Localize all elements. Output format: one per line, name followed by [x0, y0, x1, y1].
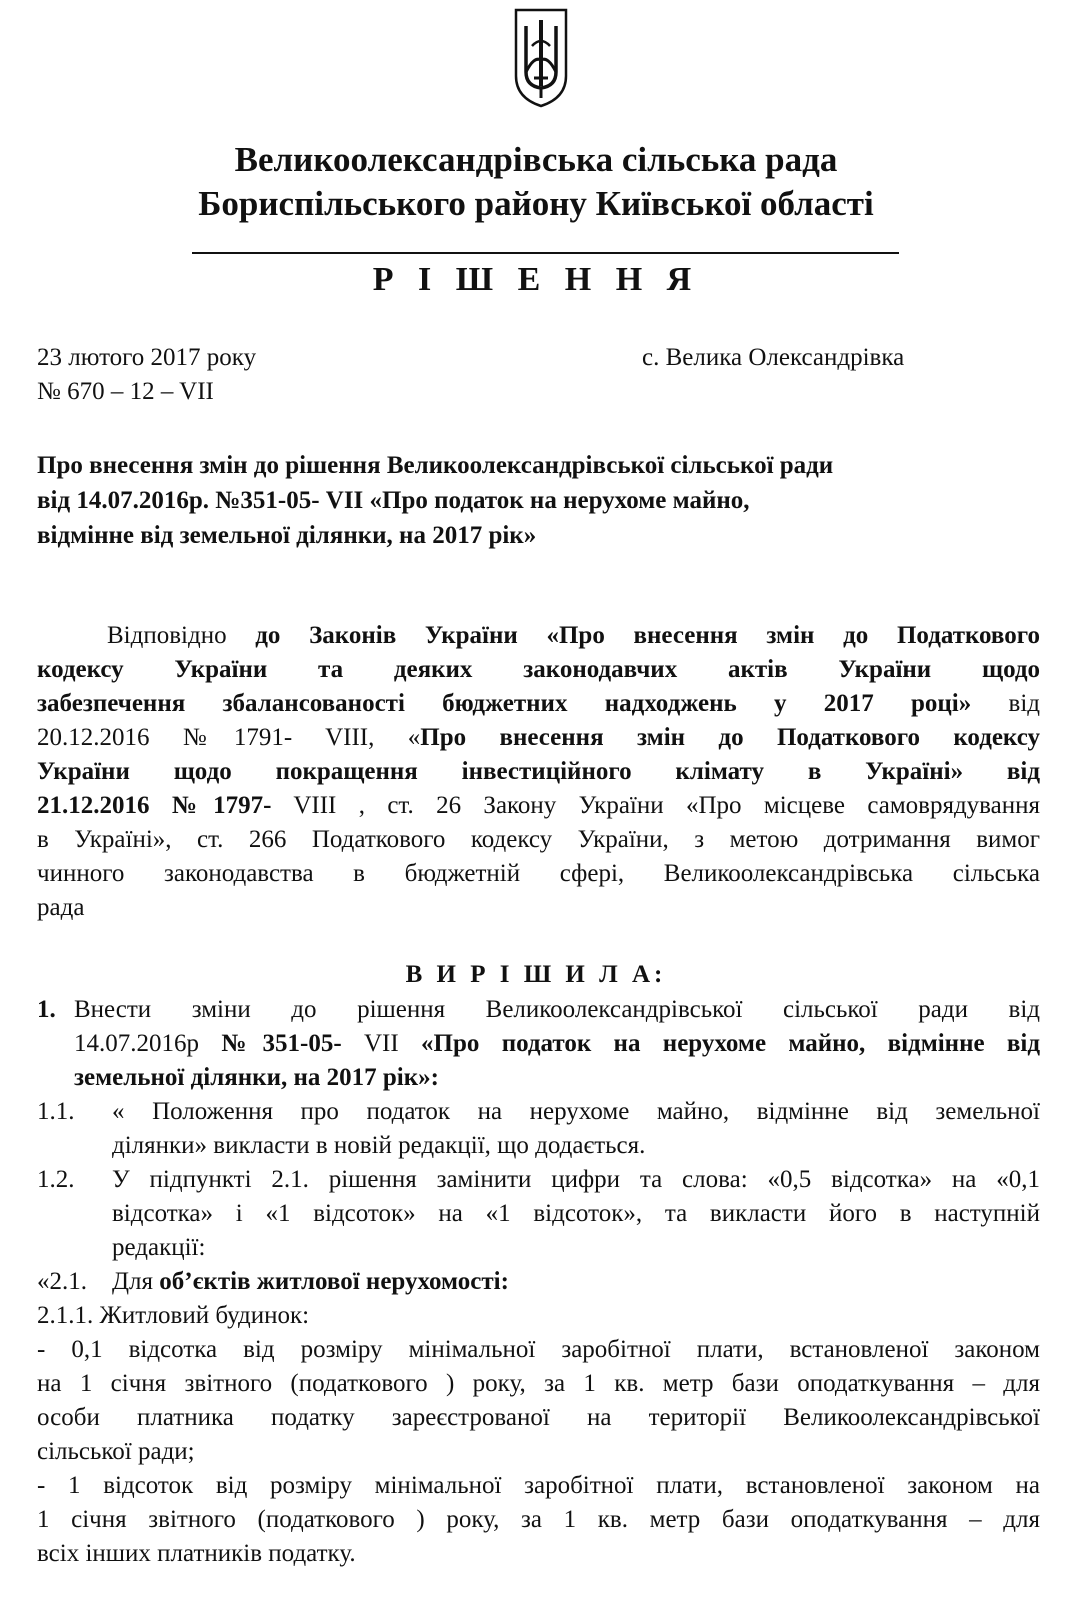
- trident-coat-of-arms-icon: [512, 6, 570, 110]
- item-1-1-line-2: ділянки» викласти в новій редакції, що додається.: [112, 1132, 646, 1159]
- rate-2-line-1: - 1 відсоток від розміру мінімальної заробітної плати, встановленої законом на: [37, 1472, 1040, 1499]
- rate-1-line-2: на 1 січня звітного (податкового ) року, за 1 кв. метр бази оподаткування – для: [37, 1370, 1040, 1397]
- decision-subject: [37, 448, 833, 553]
- item-bold-text: земельної ділянки, на 2017 рік»:: [74, 1064, 439, 1091]
- resolution-items: [37, 993, 1040, 1571]
- item-number: «2.1.: [37, 1268, 87, 1295]
- preamble-bold-text: до Законів України «Про внесення змін до Податкового: [255, 622, 1040, 649]
- preamble-bold-text: кодексу України та деяких законодавчих актів України щодо: [37, 656, 1040, 683]
- rate-paragraph-2: [37, 1469, 1040, 1571]
- preamble-line-3: [37, 687, 1040, 721]
- preamble-text: VIII , ст. 26 Закону України «Про місцеве самоврядування: [271, 792, 1041, 819]
- item-text: Для: [112, 1268, 160, 1295]
- item-1-2: [37, 1163, 1040, 1265]
- decision-place: с. Велика Олександрівка: [642, 344, 905, 371]
- item-text: 14.07.2016р: [74, 1030, 222, 1057]
- item-1-line-3: [74, 1061, 1040, 1095]
- preamble-bold-text: 21.12.2016 №1797-: [37, 792, 272, 819]
- preamble-line-6: [37, 789, 1040, 823]
- item-1: [37, 993, 1040, 1095]
- preamble-line-5: [37, 755, 1040, 789]
- preamble: [37, 619, 1040, 925]
- item-1-1: [37, 1095, 1040, 1163]
- item-1-2-line-3: редакції:: [112, 1234, 206, 1261]
- item-2-1-1: 2.1.1. Житловий будинок:: [37, 1302, 310, 1329]
- item-1-line-2: [74, 1027, 1040, 1061]
- item-bold-text: «Про податок на нерухоме майно, відмінне від: [421, 1030, 1040, 1057]
- decision-title: Р І Ш Е Н Н Я: [372, 261, 700, 298]
- item-1-2-line-1: У підпункті 2.1. рішення замінити цифри та слова: «0,5 відсотка» на «0,1: [112, 1166, 1040, 1193]
- resolved-title: В И Р І Ш И Л А:: [405, 961, 667, 988]
- preamble-line-9: рада: [37, 894, 85, 921]
- decision-date: 23 лютого 2017 року: [37, 344, 257, 371]
- subject-line-2: від 14.07.2016р. №351-05- VII «Про податок на нерухоме майно,: [37, 487, 750, 514]
- preamble-text: 20.12.2016 №1791- VIII, «: [37, 724, 421, 751]
- rate-1-line-4: сільської ради;: [37, 1438, 195, 1465]
- subject-line-3: відмінне від земельної ділянки, на 2017 рік»: [37, 522, 537, 549]
- item-number: 1.1.: [37, 1098, 75, 1125]
- item-1-line-1: Внести зміни до рішення Великоолександрівської сільської ради від: [74, 996, 1040, 1023]
- preamble-bold-text: Про внесення змін до Податкового кодексу: [420, 724, 1040, 751]
- preamble-line-2: [37, 653, 1040, 687]
- preamble-text: від: [971, 690, 1040, 717]
- item-2-1: [37, 1265, 1040, 1299]
- preamble-text: Відповідно: [107, 622, 256, 649]
- preamble-bold-text: забезпечення збалансованості бюджетних надходжень у 2017 році»: [37, 690, 972, 717]
- header-divider: [192, 252, 899, 254]
- item-bold-text: об’єктів житлової нерухомості:: [159, 1268, 509, 1295]
- preamble-line-4: [37, 721, 1040, 755]
- council-name: [0, 138, 1072, 226]
- preamble-line-7: в Україні», ст. 266 Податкового кодексу України, з метою дотримання вимог: [37, 826, 1040, 853]
- decision-number: № 670 – 12 – VII: [37, 378, 214, 405]
- item-text: VII: [341, 1030, 422, 1057]
- item-1-2-line-2: відсотка» і «1 відсоток» на «1 відсоток», та викласти його в наступній: [112, 1200, 1040, 1227]
- item-1-1-line-1: « Положення про податок на нерухоме майно, відмінне від земельної: [112, 1098, 1040, 1125]
- council-name-line-2: Бориспільського району Київської області: [198, 184, 874, 223]
- preamble-bold-text: України щодо покращення інвестиційного клімату в Україні» від: [37, 758, 1040, 785]
- rate-2-line-2: 1 січня звітного (податкового ) року, за 1 кв. метр бази оподаткування – для: [37, 1506, 1040, 1533]
- item-bold-text: №351-05-: [221, 1030, 342, 1057]
- rate-paragraph-1: [37, 1333, 1040, 1469]
- rate-1-line-1: - 0,1 відсотка від розміру мінімальної заробітної плати, встановленої законом: [37, 1336, 1040, 1363]
- preamble-line-1: [37, 619, 1040, 653]
- rate-1-line-3: особи платника податку зареєстрованої на території Великоолександрівської: [37, 1404, 1040, 1431]
- rate-2-line-3: всіх інших платників податку.: [37, 1540, 356, 1567]
- item-2-1-line: [112, 1265, 1040, 1299]
- item-number: 1.: [37, 996, 56, 1023]
- item-number: 1.2.: [37, 1166, 75, 1193]
- subject-line-1: Про внесення змін до рішення Великоолександрівської сільської ради: [37, 452, 834, 479]
- council-name-line-1: Великоолександрівська сільська рада: [234, 140, 838, 179]
- preamble-line-8: чинного законодавства в бюджетній сфері, Великоолександрівська сільська: [37, 860, 1040, 887]
